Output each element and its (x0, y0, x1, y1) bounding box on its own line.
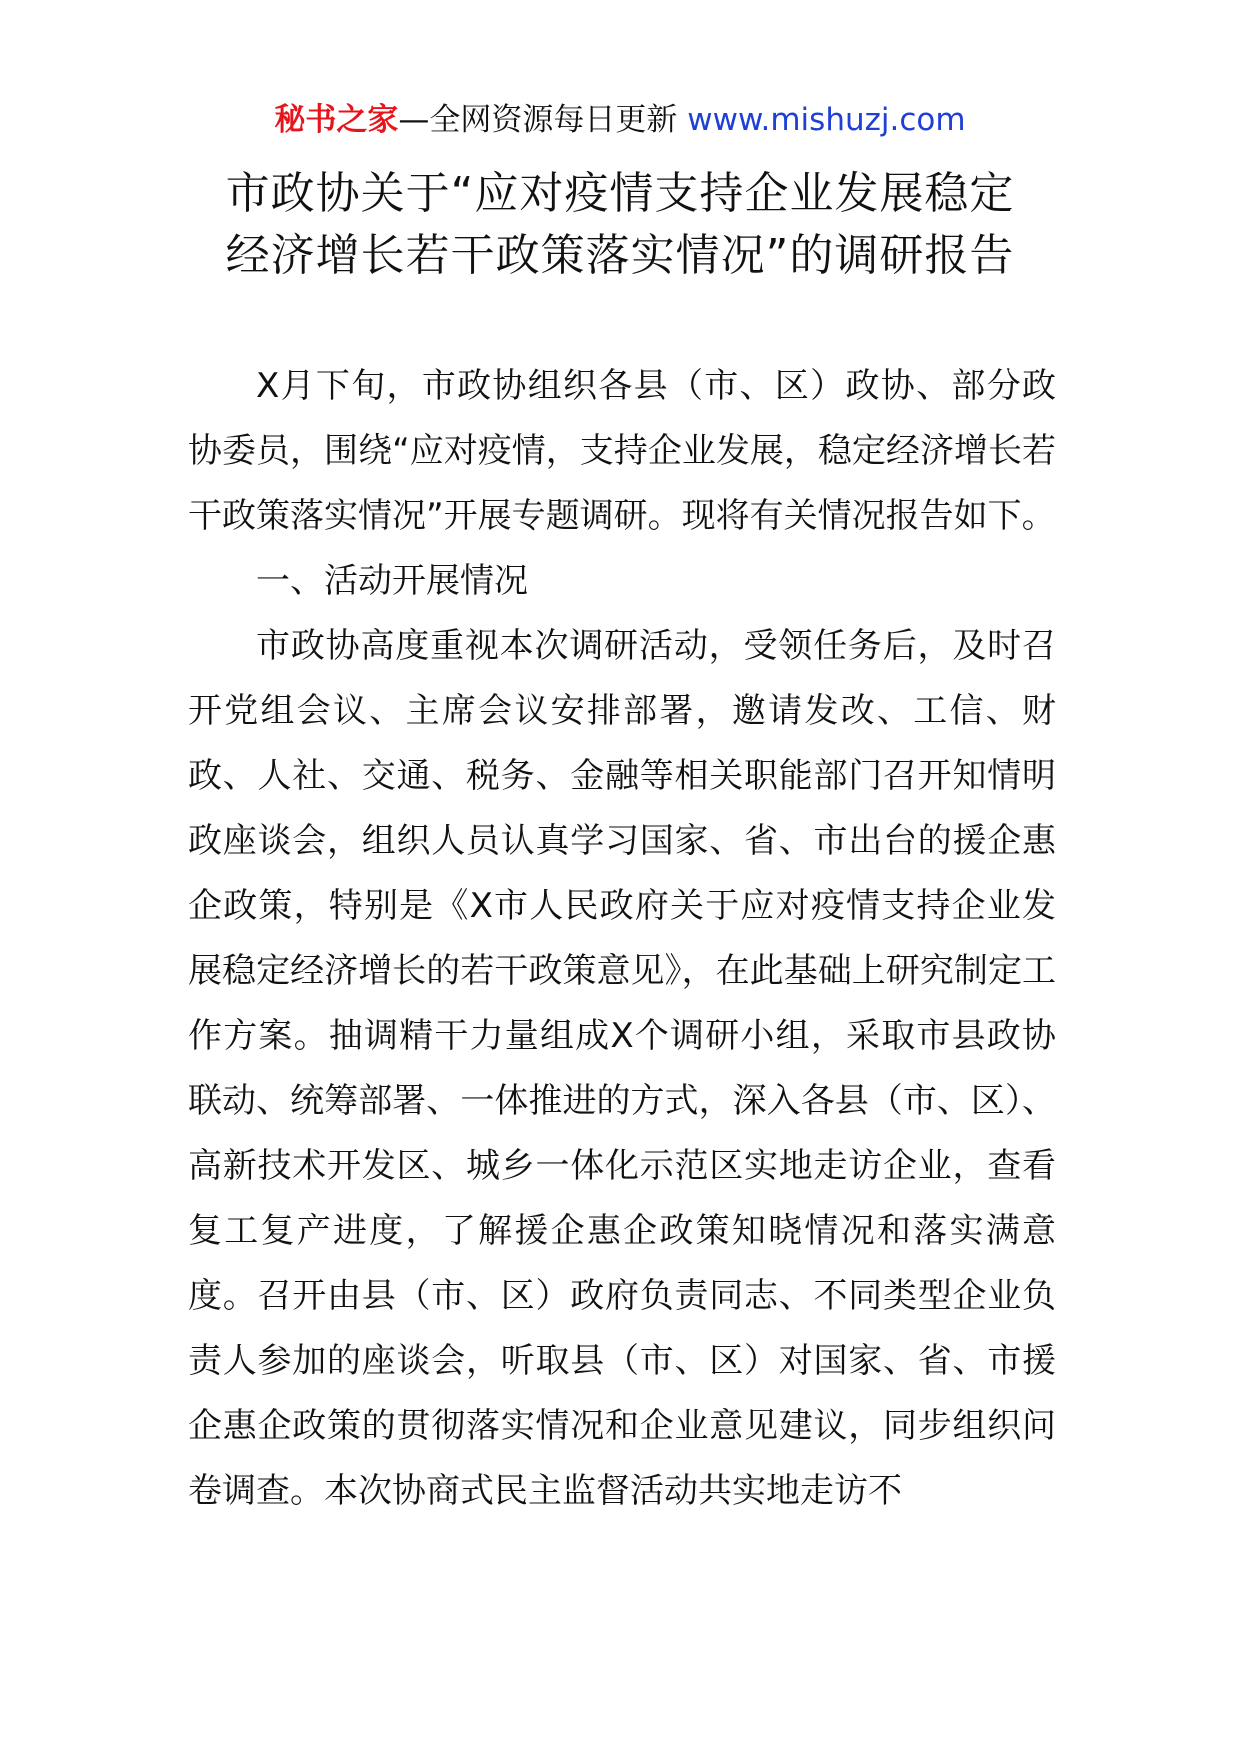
brand-name: 秘书之家 (274, 102, 399, 138)
document-body (188, 354, 1056, 1524)
title-line-2: 经济增长若干政策落实情况”的调研报告 (225, 230, 1015, 281)
body-paragraph: 市政协高度重视本次调研活动，受领任务后，及时召开党组会议、主席会议安排部署，邀请发改、工信、财政、人社、交通、税务、金融等相关职能部门召开知情明政座谈会，组织人员认真学习国家、省、市出台的援企惠企政策，特别是《X市人民政府关于应对疫情支持企业发展稳定经济增长的若干政策意见》，在此基础上研究制定工作方案。抽调精干力量组成X个调研小组，采取市县政协联动、统筹部署、一体推进的方式，深入各县（市、区）、高新技术开发区、城乡一体化示范区实地走访企业，查看复工复产进度，了解援企惠企政策知晓情况和落实满意度。召开由县（市、区）政府负责同志、不同类型企业负责人参加的座谈会，听取县（市、区）对国家、省、市援企惠企政策的贯彻落实情况和企业意见建议，同步组织问卷调查。本次协商式民主监督活动共实地走访不 (188, 626, 1056, 1511)
section-heading: 一、活动开展情况 (256, 561, 528, 601)
banner-tagline: —全网资源每日更新 (398, 102, 678, 138)
title-line-1: 市政协关于“应对疫情支持企业发展稳定 (225, 168, 1015, 219)
header-banner (0, 100, 1240, 140)
intro-paragraph: X月下旬，市政协组织各县（市、区）政协、部分政协委员，围绕“应对疫情，支持企业发展，稳定经济增长若干政策落实情况”开展专题调研。现将有关情况报告如下。 (188, 366, 1056, 536)
document-title (150, 163, 1090, 287)
website-link[interactable]: www.mishuzj.com (687, 102, 966, 138)
